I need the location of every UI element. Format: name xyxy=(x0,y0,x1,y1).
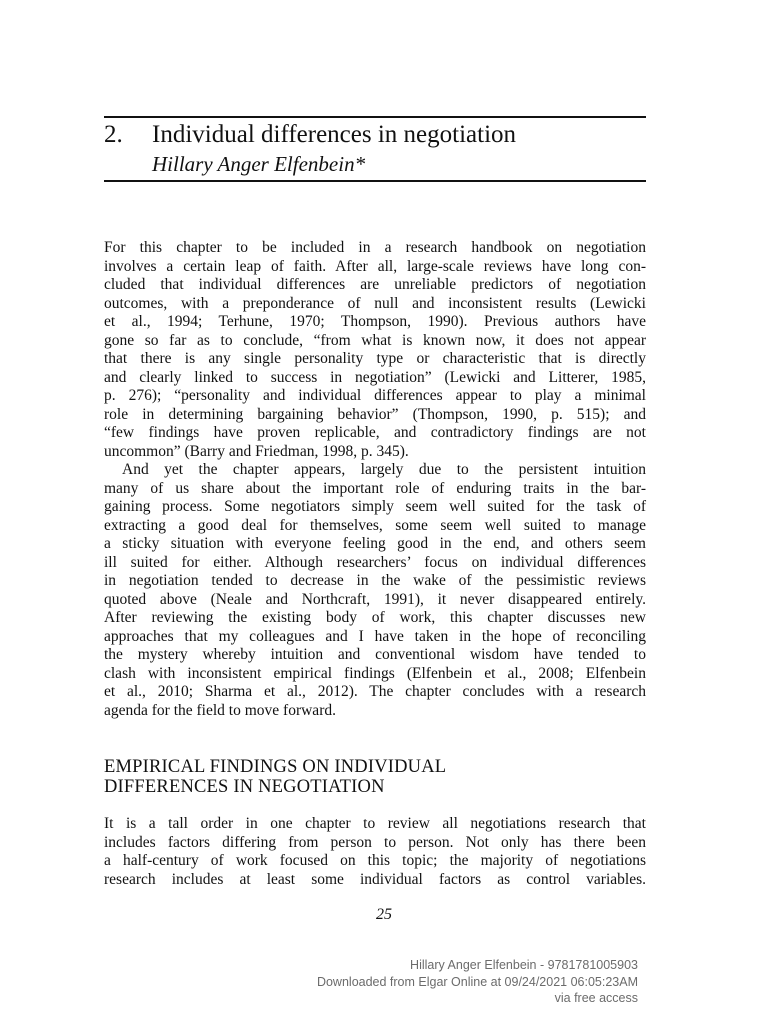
text-line: in negotiation tended to decrease in the wake of the pessimistic reviews xyxy=(104,572,646,589)
text-line: gaining process. Some negotiators simply seem well suited for the task of xyxy=(104,498,646,515)
text-line: et al., 2010; Sharma et al., 2012). The chapter concludes with a research xyxy=(104,683,646,700)
text-line: outcomes, with a preponderance of null and inconsistent results (Lewicki xyxy=(104,294,646,312)
text-line: agenda for the field to move forward. xyxy=(104,701,336,719)
text-line: It is a tall order in one chapter to review all negotiations research that xyxy=(104,815,646,832)
text-line: many of us share about the important role of enduring traits in the bar- xyxy=(104,479,646,497)
text-line: involves a certain leap of faith. After all, large-scale reviews have long con- xyxy=(104,257,646,275)
paragraph-2 xyxy=(104,461,646,720)
bottom-rule xyxy=(104,180,646,182)
text-line: research includes at least some individual factors as control variables. xyxy=(104,870,646,888)
text-line: clash with inconsistent empirical findings (Elfenbein et al., 2008; Elfenbein xyxy=(104,664,646,682)
text-line: extracting a good deal for themselves, some seem well suited to manage xyxy=(104,516,646,534)
text-line: cluded that individual differences are unreliable predictors of negotiation xyxy=(104,276,646,293)
text-line: uncommon” (Barry and Friedman, 1998, p. 345). xyxy=(104,442,409,460)
text-line: includes factors differing from person to person. Not only has there been xyxy=(104,833,646,851)
chapter-author: Hillary Anger Elfenbein* xyxy=(152,152,366,176)
paragraph-3 xyxy=(104,815,646,889)
chapter-title: Individual differences in negotiation xyxy=(152,121,517,148)
section-heading xyxy=(104,757,646,797)
text-line: “few findings have proven replicable, and contradictory findings are not xyxy=(104,424,646,441)
page-number: 25 xyxy=(376,906,392,923)
paragraph-1 xyxy=(104,239,646,461)
top-rule xyxy=(104,116,646,118)
text-line: And yet the chapter appears, largely due to the persistent intuition xyxy=(122,461,646,478)
text-line: that there is any single personality type or characteristic that is directly xyxy=(104,350,646,367)
text-line: gone so far as to conclude, “from what is known now, it does not appear xyxy=(104,331,646,349)
text-line: For this chapter to be included in a research handbook on negotiation xyxy=(104,239,646,256)
text-line: a half-century of work focused on this topic; the majority of negotiations xyxy=(104,852,646,869)
text-line: role in determining bargaining behavior” (Thompson, 1990, p. 515); and xyxy=(104,405,646,423)
text-line: p. 276); “personality and individual differences appear to play a minimal xyxy=(104,387,646,404)
text-line: After reviewing the existing body of work, this chapter discusses new xyxy=(104,609,646,626)
text-line: approaches that my colleagues and I have taken in the hope of reconciling xyxy=(104,627,646,645)
text-line: ill suited for either. Although researchers’ focus on individual differences xyxy=(104,553,646,571)
footer-line: Downloaded from Elgar Online at 09/24/2021 06:05:23AM xyxy=(316,974,638,989)
section-heading-line: DIFFERENCES IN NEGOTIATION xyxy=(104,777,385,797)
section-heading-line: EMPIRICAL FINDINGS ON INDIVIDUAL xyxy=(104,757,447,777)
text-line: quoted above (Neale and Northcraft, 1991), it never disappeared entirely. xyxy=(104,590,646,608)
text-line: a sticky situation with everyone feeling good in the end, and others seem xyxy=(104,535,646,552)
download-footer xyxy=(317,957,638,1007)
text-line: the mystery whereby intuition and conventional wisdom have tended to xyxy=(104,646,646,663)
footer-line: via free access xyxy=(554,991,638,1005)
footer-line: Hillary Anger Elfenbein - 9781781005903 xyxy=(410,958,638,972)
text-line: and clearly linked to success in negotiation” (Lewicki and Litterer, 1985, xyxy=(104,368,646,386)
text-line: et al., 1994; Terhune, 1970; Thompson, 1990). Previous authors have xyxy=(104,313,646,330)
chapter-number: 2. xyxy=(104,121,123,148)
